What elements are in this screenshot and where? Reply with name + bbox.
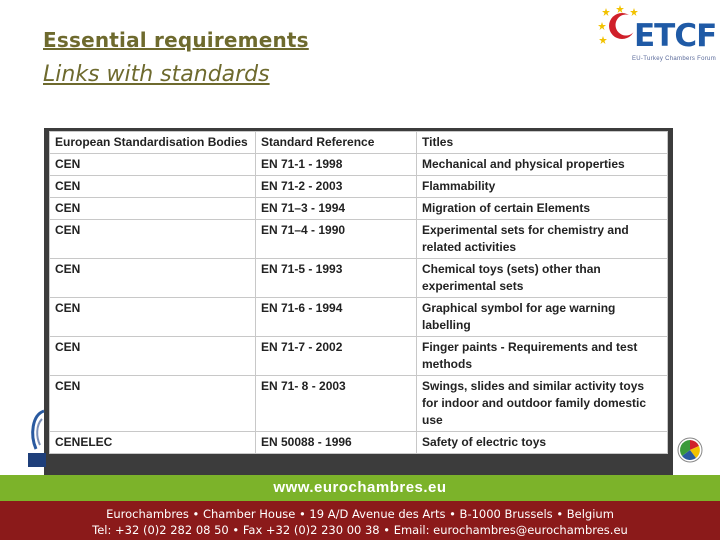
table-row: [50, 432, 668, 454]
logo-subtitle: EU-Turkey Chambers Forum: [632, 56, 716, 62]
cell-reference: EN 71–4 - 1990: [256, 220, 417, 259]
cell-reference: EN 71-6 - 1994: [256, 298, 417, 337]
table-header-row: [50, 132, 668, 154]
cell-reference: EN 71-7 - 2002: [256, 337, 417, 376]
table-row: [50, 176, 668, 198]
page-title: Essential requirements: [43, 28, 309, 52]
cell-title: Experimental sets for chemistry and related activities: [417, 220, 668, 259]
address-line-1: Eurochambres • Chamber House • 19 A/D Avenue des Arts • B-1000 Brussels • Belgium: [106, 507, 614, 521]
etcf-logo-icon: ETCF: [634, 18, 717, 54]
cell-title: Finger paints - Requirements and test methods: [417, 337, 668, 376]
cell-reference: EN 71- 8 - 2003: [256, 376, 417, 432]
cell-title: Graphical symbol for age warning labelling: [417, 298, 668, 337]
cell-title: Flammability: [417, 176, 668, 198]
address-line-2: Tel: +32 (0)2 282 08 50 • Fax +32 (0)2 230 00 38 • Email: eurochambres@eurochambres.eu: [92, 523, 628, 537]
table-row: [50, 220, 668, 259]
website-band: [0, 475, 720, 501]
cell-title: Mechanical and physical properties: [417, 154, 668, 176]
standards-table-frame: [44, 128, 673, 476]
left-partner-logo-icon: [28, 405, 46, 467]
address-band: [0, 501, 720, 540]
header-titles: Titles: [417, 132, 668, 154]
cell-body: CEN: [50, 220, 256, 259]
cell-body: CEN: [50, 376, 256, 432]
cell-reference: EN 71-1 - 1998: [256, 154, 417, 176]
cell-reference: EN 71-5 - 1993: [256, 259, 417, 298]
table-row: [50, 259, 668, 298]
cell-title: Migration of certain Elements: [417, 198, 668, 220]
cell-body: CEN: [50, 198, 256, 220]
cell-body: CEN: [50, 154, 256, 176]
cell-body: CEN: [50, 259, 256, 298]
cell-title: Chemical toys (sets) other than experimental sets: [417, 259, 668, 298]
cell-body: CEN: [50, 298, 256, 337]
cell-body: CEN: [50, 337, 256, 376]
cell-reference: EN 71–3 - 1994: [256, 198, 417, 220]
cell-reference: EN 71-2 - 2003: [256, 176, 417, 198]
cell-title: Safety of electric toys: [417, 432, 668, 454]
table-row: [50, 376, 668, 432]
standards-table: [49, 131, 668, 454]
table-row: [50, 298, 668, 337]
header-standard-reference: Standard Reference: [256, 132, 417, 154]
website-link[interactable]: www.eurochambres.eu: [273, 479, 447, 496]
header-bodies: European Standardisation Bodies: [50, 132, 256, 154]
right-partner-logo-icon: [676, 432, 706, 472]
cell-reference: EN 50088 - 1996: [256, 432, 417, 454]
table-row: [50, 337, 668, 376]
table-row: [50, 198, 668, 220]
cell-body: CEN: [50, 176, 256, 198]
cell-title: Swings, slides and similar activity toys for indoor and outdoor family domestic use: [417, 376, 668, 432]
cell-body: CENELEC: [50, 432, 256, 454]
table-row: [50, 154, 668, 176]
page-subtitle: Links with standards: [43, 62, 270, 87]
